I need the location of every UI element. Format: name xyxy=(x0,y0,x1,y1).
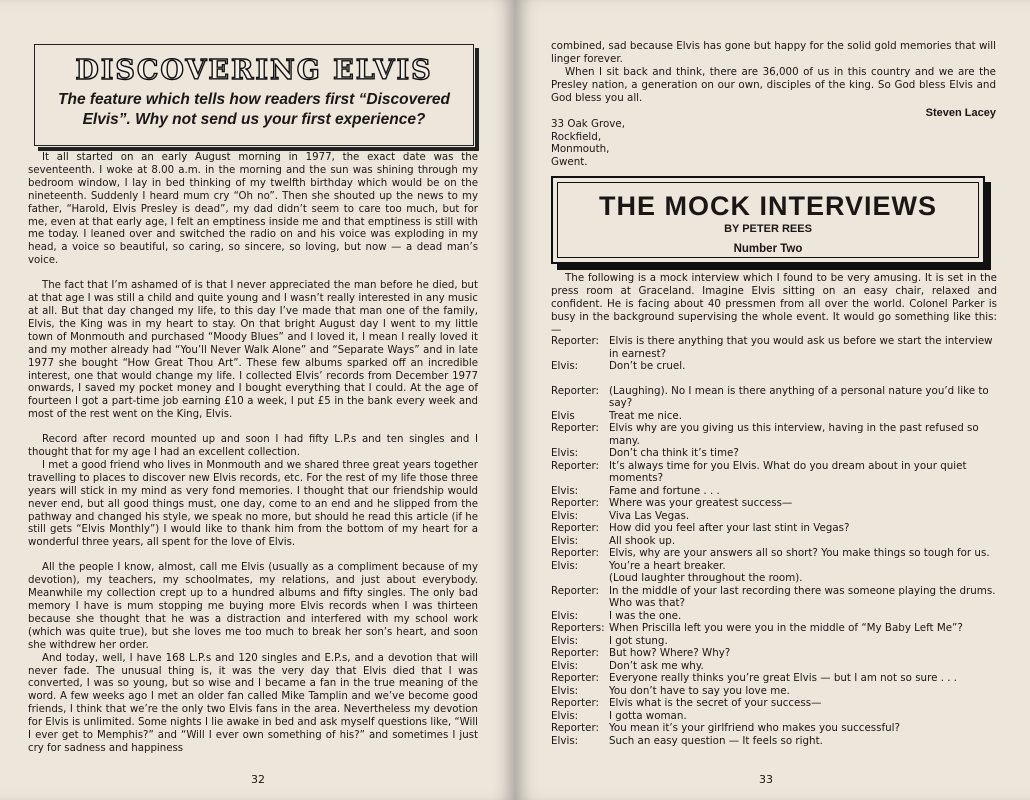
dialogue-line xyxy=(551,672,1001,685)
speech: Treat me nice. xyxy=(609,409,683,422)
speaker xyxy=(551,572,609,585)
speaker: Reporter: xyxy=(551,522,599,534)
dialogue-line xyxy=(551,560,1001,573)
dialogue-line xyxy=(551,497,1001,510)
left-article-body xyxy=(28,152,478,768)
speaker: Elvis: xyxy=(551,509,579,522)
speaker: Elvis: xyxy=(551,734,579,747)
speech: But how? Where? Why? xyxy=(609,647,731,659)
speaker: Reporter: xyxy=(551,459,599,472)
speech: When Priscilla left you were you in the middle of “My Baby Left Me”? xyxy=(609,622,963,634)
address-line: Gwent. xyxy=(551,155,588,168)
speaker: Reporter: xyxy=(551,384,599,397)
mock-interviews-inner-frame xyxy=(557,182,979,258)
discovering-elvis-title: DISCOVERING ELVIS xyxy=(75,55,433,86)
page-number-right: 33 xyxy=(759,773,773,786)
speaker: Reporter: xyxy=(551,547,599,559)
dialogue-line xyxy=(551,547,1001,560)
page-number-left: 32 xyxy=(251,773,265,786)
dialogue-line xyxy=(551,710,1001,723)
article-paragraph: I met a good friend who lives in Monmouth and we shared three great years together travelling to places to discover new Elvis records, etc. For the rest of my life those three years will stick in my mind as very fond memories. I thought that our friendship would never end, but all good things must, one day, come to an end and he slipped from the pathway and changed his style, we speak no more, but should he read this article (if he still gets “Elvis Monthly”) I would like to thank him from the bottom of my heart for a wonderful three years, all spent for the love of Elvis. xyxy=(28,459,478,549)
speaker: Elvis: xyxy=(551,684,579,697)
dialogue-line xyxy=(551,360,1001,373)
speaker: Elvis: xyxy=(551,709,579,722)
speaker: Elvis: xyxy=(551,559,579,572)
speech: You mean it’s your girlfriend who makes you successful? xyxy=(609,722,900,734)
letter-ending xyxy=(551,40,996,119)
article-paragraph: And today, well, I have 168 L.P.s and 120 singles and E.P.s, and a devotion that will never fade. The unusual thing is, it was the very day that Elvis died that I was converted, I was so young, but so wise and I became a fan in the true meaning of the word. A few weeks ago I met an older fan called Mike Tamplin and we’ve become good friends, I think that we’re the only two Elvis fans in the area. Nevertheless my devotion for Elvis is unlimited. Some nights I lie awake in bed and ask myself questions like, “Will I ever get to Memphis?” and “Will I ever own something of his?” and sometimes I just cry for sadness and happiness xyxy=(28,652,478,754)
speech: It’s always time for you Elvis. What do you dream about in your quiet moments? xyxy=(609,459,967,484)
dialogue-line xyxy=(551,622,1001,635)
speech: Elvis why are you giving us this interview, having in the past refused so many. xyxy=(609,422,979,447)
speech: Where was your greatest success— xyxy=(609,497,793,509)
article-paragraph: The fact that I’m ashamed of is that I never appreciated the man before he died, but at that age I was still a child and quite young and I wasn’t really interested in any music at all. But that day changed my life, to this day I’ve made that man one of the family, Elvis, the King was in my heart to stay. On that bright August day I went to my little town of Monmouth and purchased “Moody Blues” and I loved it, I mean I really loved it and my mother already had “You’ll Never Walk Alone” and “Separate Ways” and in late 1977 she bought “How Great Thou Art”. These few albums sparked off an incredible interest, one that would change my life. I collected Elvis’ records from December 1977 onwards, I saved my pocket money and I bought everything that I could. At the age of fourteen I got a part-time job earning £10 a week, I put £5 in the bank every week and most of the rest went on the King, Elvis. xyxy=(28,280,478,421)
dialogue-line xyxy=(551,385,1001,410)
mock-interviews-byline: BY PETER REES xyxy=(724,223,812,235)
speech: All shook up. xyxy=(609,534,676,547)
dialogue-line xyxy=(551,510,1001,523)
dialogue-line xyxy=(551,610,1001,623)
article-paragraph: All the people I know, almost, call me Elvis (usually as a compliment because of my devotion), my teachers, my schoolmates, my relations, and just about everybody. Meanwhile my collection crept up to a hundred albums and fifty singles. The only bad memory I have is mum stopping me buying more Elvis records when I was thirteen because she thought that he was a distraction and interfered with my school work (which was quite true), but she loves me too much to break her son’s heart, and soon she withdrew her order. xyxy=(28,562,478,651)
speaker: Elvis: xyxy=(551,447,579,459)
speaker: Elvis: xyxy=(551,534,579,547)
letter-paragraph: When I sit back and think, there are 36,000 of us in this country and we are the Presley nation, a generation on our own, disciples of the king. So God bless Elvis and God bless you all. xyxy=(551,65,996,104)
speaker: Reporter: xyxy=(551,647,599,659)
speech: Elvis is there anything that you would ask us before we start the interview in earnest? xyxy=(609,335,993,360)
speech: You’re a heart breaker. xyxy=(609,559,726,572)
discovering-elvis-subtitle: The feature which tells how readers first “Discovered Elvis”. Why not send us your first experience? xyxy=(58,91,450,128)
speech: In the middle of your last recording there was someone playing the drums. Who was that? xyxy=(609,584,996,609)
article-paragraph: It all started on an early August morning in 1977, the exact date was the seventeenth. I woke at 8.00 a.m. in the morning and the sun was shining through my bedroom window, I lay in bed thinking of my twelfth birthday which would be on the nineteenth. Suddenly I heard mum cry “Oh no”. Then she shouted up the news to my father, “Harold, Elvis Presley is dead”, my dad didn’t seem to care too much, but for me, even at that early age, I felt an emptiness inside me and that emptiness is still with me today. I leaned over and switched the radio on and his voice was exploding in my head, a voice so beautiful, so caring, so sincere, so loving, but now — a dead man’s voice. xyxy=(28,152,478,267)
dialogue-line xyxy=(551,447,1001,460)
address-line: Monmouth, xyxy=(551,143,610,155)
dialogue-line xyxy=(551,335,1001,360)
dialogue-line xyxy=(551,735,1001,748)
dialogue-line xyxy=(551,585,1001,610)
speaker: Reporter: xyxy=(551,497,599,509)
speech: I got stung. xyxy=(609,634,668,647)
speech: (Loud laughter throughout the room). xyxy=(609,572,803,584)
speech: How did you feel after your last stint in Vegas? xyxy=(609,522,850,534)
speech: Don’t ask me why. xyxy=(609,659,704,672)
speaker: Elvis xyxy=(551,409,575,422)
speaker: Reporter: xyxy=(551,422,599,434)
dialogue-line xyxy=(551,647,1001,660)
dialogue-line xyxy=(551,635,1001,648)
interview-dialogue xyxy=(551,335,1001,747)
speech: I was the one. xyxy=(609,609,682,622)
dialogue-line xyxy=(551,697,1001,710)
speech: Elvis what is the secret of your success— xyxy=(609,697,822,709)
discovering-elvis-header-box xyxy=(34,44,474,146)
speaker: Reporters: xyxy=(551,622,605,634)
address-line: 33 Oak Grove, xyxy=(551,118,626,130)
article-paragraph: Record after record mounted up and soon I had fifty L.P.s and ten singles and I thought that for my age I had an excellent collection. xyxy=(28,434,478,459)
speech: Fame and fortune . . . xyxy=(609,484,720,497)
dialogue-line xyxy=(551,572,1001,585)
mock-interviews-number: Number Two xyxy=(733,243,803,255)
dialogue-line xyxy=(551,460,1001,485)
dialogue-line xyxy=(551,485,1001,498)
dialogue-line xyxy=(551,410,1001,423)
speech: Everyone really thinks you’re great Elvis — but I am not so sure . . . xyxy=(609,672,958,684)
dialogue-line xyxy=(551,422,1001,447)
dialogue-line xyxy=(551,660,1001,673)
dialogue-line xyxy=(551,535,1001,548)
speaker: Elvis: xyxy=(551,634,579,647)
speaker: Reporter: xyxy=(551,672,599,684)
speaker: Elvis: xyxy=(551,659,579,672)
speaker: Reporter: xyxy=(551,335,599,347)
dialogue-line xyxy=(551,522,1001,535)
speech: (Laughing). No I mean is there anything of a personal nature you’d like to say? xyxy=(609,384,989,409)
speech: I gotta woman. xyxy=(609,709,687,722)
speech: Viva Las Vegas. xyxy=(609,509,690,522)
dialogue-line xyxy=(551,722,1001,735)
speaker: Elvis: xyxy=(551,360,579,372)
speaker: Elvis: xyxy=(551,484,579,497)
speech: Such an easy question — It feels so right. xyxy=(609,734,823,747)
speaker: Elvis: xyxy=(551,609,579,622)
speaker: Reporter: xyxy=(551,697,599,709)
address-line: Rockfield, xyxy=(551,130,602,143)
speech: Don’t be cruel. xyxy=(609,360,686,372)
speaker: Reporter: xyxy=(551,584,599,597)
mock-interviews-title: THE MOCK INTERVIEWS xyxy=(598,191,938,221)
right-page xyxy=(515,0,1030,800)
letter-paragraph: combined, sad because Elvis has gone but happy for the solid gold memories that will linger forever. xyxy=(551,40,996,65)
letter-signature: Steven Lacey xyxy=(925,106,996,119)
speech: You don’t have to say you love me. xyxy=(609,684,790,697)
speech: Don’t cha think it’s time? xyxy=(609,447,739,459)
speaker: Reporter: xyxy=(551,722,599,734)
speech: Elvis, why are your answers all so short? You make things so tough for us. xyxy=(609,547,990,559)
interview-intro: The following is a mock interview which I found to be very amusing. It is set in the press room at Graceland. Imagine Elvis sitting on an easy chair, relaxed and confident. He is facing about 40 pressmen from all over the world. Colonel Parker is busy in the background supervising the whole event. It would go something like this:— xyxy=(551,272,997,336)
mock-interviews-header-box xyxy=(551,176,985,264)
dialogue-line xyxy=(551,685,1001,698)
letter-address xyxy=(551,118,625,168)
